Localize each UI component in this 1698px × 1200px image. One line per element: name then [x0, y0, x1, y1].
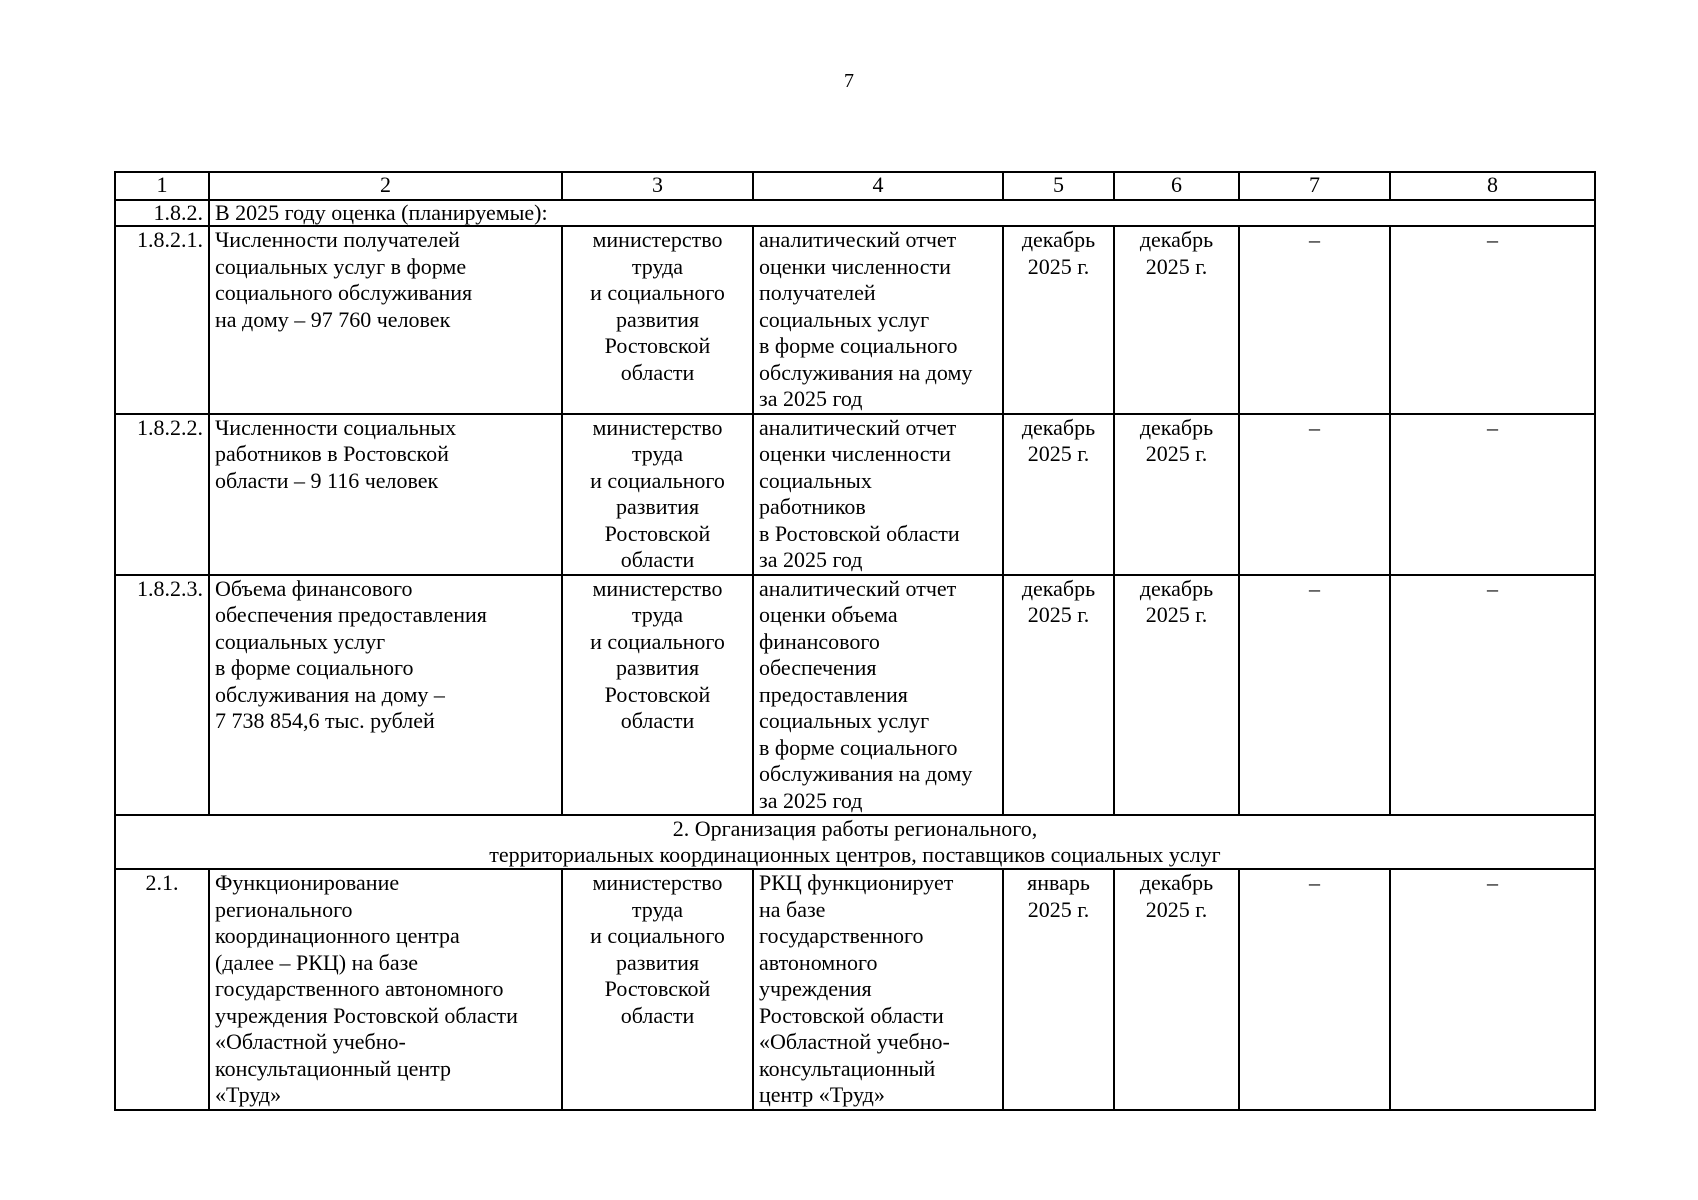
cell-line: работников в Ростовской: [215, 441, 449, 466]
cell-line: на базе: [759, 896, 826, 922]
cell-line: за 2025 год: [759, 386, 863, 411]
subsection-row: [115, 200, 1595, 226]
section-heading-line: территориальных координационных центров, поставщиков социальных услуг: [489, 842, 1221, 867]
page-number: 7: [844, 70, 854, 92]
cell-line: координационного центра: [215, 923, 460, 948]
cell-line: и социального: [590, 280, 725, 305]
cell-line: в форме социального: [215, 655, 414, 680]
result-cell: [753, 226, 1003, 414]
column-number: 2: [209, 172, 562, 200]
cell-line: в Ростовской области: [759, 520, 960, 546]
cell-line: Ростовской: [604, 681, 711, 707]
cell-line: Ростовской: [604, 520, 711, 546]
cell-line: министерство: [592, 414, 723, 440]
cell-line: декабрь: [1139, 575, 1214, 601]
cell-line: декабрь: [1139, 870, 1214, 895]
cell-line: (далее – РКЦ) на базе: [215, 949, 419, 975]
result-cell: [753, 414, 1003, 575]
row-number: 1.8.2.1.: [115, 226, 209, 414]
executor-cell: [562, 226, 753, 414]
cell-line: консультационный центр: [215, 1055, 452, 1081]
cell-line: аналитический отчет: [759, 575, 957, 601]
cell-line: обеспечения предоставления: [215, 602, 487, 627]
cell-line: области – 9 116 человек: [215, 467, 439, 493]
end-date-cell: [1114, 869, 1239, 1110]
cell-line: министерство: [592, 870, 723, 895]
cell-line: социальных: [759, 467, 872, 493]
cell-line: центр «Труд»: [759, 1082, 885, 1107]
plan-table: [114, 171, 1596, 1111]
cell-line: и социального: [590, 628, 725, 654]
section-heading-row: [115, 815, 1595, 869]
column-number: 4: [753, 172, 1003, 200]
subsection-number: 1.8.2.: [115, 200, 209, 226]
table-row: [115, 869, 1595, 1110]
cell-line: министерство: [592, 575, 723, 601]
cell-line: области: [620, 708, 695, 733]
cell-line: декабрь: [1021, 227, 1096, 252]
row-number: 1.8.2.2.: [115, 414, 209, 575]
cell-line: обеспечения: [759, 655, 877, 680]
cell-line: за 2025 год: [759, 787, 863, 813]
event-cell: [209, 575, 562, 816]
cell-line: автономного: [759, 949, 878, 975]
cell-line: 2025 г.: [1145, 896, 1208, 922]
cell-line: январь: [1027, 870, 1090, 895]
executor-cell: [562, 575, 753, 816]
cell-line: Ростовской области: [759, 1002, 944, 1028]
column8-cell: –: [1390, 869, 1595, 1110]
result-cell: [753, 869, 1003, 1110]
cell-line: декабрь: [1021, 414, 1096, 440]
cell-line: предоставления: [759, 681, 908, 707]
cell-line: в форме социального: [759, 734, 958, 760]
executor-cell: [562, 414, 753, 575]
cell-line: Объема финансового: [215, 575, 413, 601]
cell-line: Численности социальных: [215, 414, 457, 440]
cell-line: учреждения: [759, 976, 872, 1001]
cell-line: Функционирование: [215, 870, 400, 895]
cell-line: декабрь: [1139, 227, 1214, 252]
cell-line: и социального: [590, 467, 725, 493]
cell-line: 2025 г.: [1145, 441, 1208, 466]
cell-line: министерство: [592, 227, 723, 252]
cell-line: финансового: [759, 628, 880, 654]
cell-line: Ростовской: [604, 333, 711, 358]
column8-cell: –: [1390, 575, 1595, 816]
cell-line: обслуживания на дому: [759, 761, 973, 786]
cell-line: 2025 г.: [1027, 602, 1090, 627]
subsection-title: В 2025 году оценка (планируемые):: [209, 200, 1595, 226]
start-date-cell: [1003, 226, 1114, 414]
cell-line: обслуживания на дому: [759, 359, 973, 385]
cell-line: развития: [615, 494, 700, 519]
cell-line: области: [620, 547, 695, 572]
cell-line: аналитический отчет: [759, 227, 957, 252]
cell-line: 7 738 854,6 тыс. рублей: [215, 708, 435, 733]
table-row: [115, 575, 1595, 816]
cell-line: на дому – 97 760 человек: [215, 306, 451, 332]
cell-line: труда: [631, 441, 684, 466]
column-number: 5: [1003, 172, 1114, 200]
column8-cell: –: [1390, 226, 1595, 414]
cell-line: социальных услуг в форме: [215, 253, 467, 279]
cell-line: труда: [631, 253, 684, 279]
cell-line: области: [620, 359, 695, 385]
cell-line: социальных услуг: [215, 628, 386, 654]
column-number: 1: [115, 172, 209, 200]
cell-line: в форме социального: [759, 333, 958, 358]
event-cell: [209, 226, 562, 414]
row-number: 1.8.2.3.: [115, 575, 209, 816]
cell-line: аналитический отчет: [759, 414, 957, 440]
cell-line: Численности получателей: [215, 227, 460, 252]
cell-line: и социального: [590, 923, 725, 948]
column7-cell: –: [1239, 575, 1390, 816]
table-row: [115, 414, 1595, 575]
end-date-cell: [1114, 414, 1239, 575]
cell-line: развития: [615, 949, 700, 975]
cell-line: 2025 г.: [1027, 441, 1090, 466]
cell-line: 2025 г.: [1145, 253, 1208, 279]
result-cell: [753, 575, 1003, 816]
column7-cell: –: [1239, 869, 1390, 1110]
start-date-cell: [1003, 414, 1114, 575]
cell-line: декабрь: [1021, 575, 1096, 601]
cell-line: получателей: [759, 280, 876, 305]
cell-line: учреждения Ростовской области: [215, 1002, 518, 1028]
cell-line: государственного: [759, 923, 924, 948]
start-date-cell: [1003, 575, 1114, 816]
cell-line: за 2025 год: [759, 547, 863, 572]
cell-line: оценки численности: [759, 441, 951, 466]
cell-line: развития: [615, 306, 700, 332]
column-number-row: [115, 172, 1595, 200]
column-number: 8: [1390, 172, 1595, 200]
cell-line: социальных услуг: [759, 306, 930, 332]
cell-line: труда: [631, 602, 684, 627]
column-number: 6: [1114, 172, 1239, 200]
section-heading-line: 2. Организация работы регионального,: [672, 816, 1038, 841]
end-date-cell: [1114, 226, 1239, 414]
cell-line: декабрь: [1139, 414, 1214, 440]
cell-line: «Труд»: [215, 1082, 282, 1107]
cell-line: социальных услуг: [759, 708, 930, 733]
cell-line: «Областной учебно-: [215, 1029, 406, 1054]
cell-line: консультационный: [759, 1055, 936, 1081]
cell-line: оценки численности: [759, 253, 951, 279]
executor-cell: [562, 869, 753, 1110]
cell-line: Ростовской: [604, 976, 711, 1001]
column-number: 7: [1239, 172, 1390, 200]
event-cell: [209, 414, 562, 575]
cell-line: работников: [759, 494, 866, 519]
column7-cell: –: [1239, 226, 1390, 414]
cell-line: РКЦ функционирует: [759, 870, 954, 895]
end-date-cell: [1114, 575, 1239, 816]
cell-line: социального обслуживания: [215, 280, 473, 305]
cell-line: развития: [615, 655, 700, 680]
row-number: 2.1.: [115, 869, 209, 1110]
cell-line: 2025 г.: [1027, 896, 1090, 922]
cell-line: 2025 г.: [1027, 253, 1090, 279]
cell-line: 2025 г.: [1145, 602, 1208, 627]
cell-line: области: [620, 1002, 695, 1028]
cell-line: «Областной учебно-: [759, 1029, 950, 1054]
table-row: [115, 226, 1595, 414]
event-cell: [209, 869, 562, 1110]
cell-line: труда: [631, 896, 684, 922]
cell-line: оценки объема: [759, 602, 898, 627]
cell-line: государственного автономного: [215, 976, 504, 1001]
column-number: 3: [562, 172, 753, 200]
cell-line: регионального: [215, 896, 353, 922]
section-heading: [115, 815, 1595, 869]
column7-cell: –: [1239, 414, 1390, 575]
cell-line: обслуживания на дому –: [215, 681, 445, 707]
start-date-cell: [1003, 869, 1114, 1110]
column8-cell: –: [1390, 414, 1595, 575]
